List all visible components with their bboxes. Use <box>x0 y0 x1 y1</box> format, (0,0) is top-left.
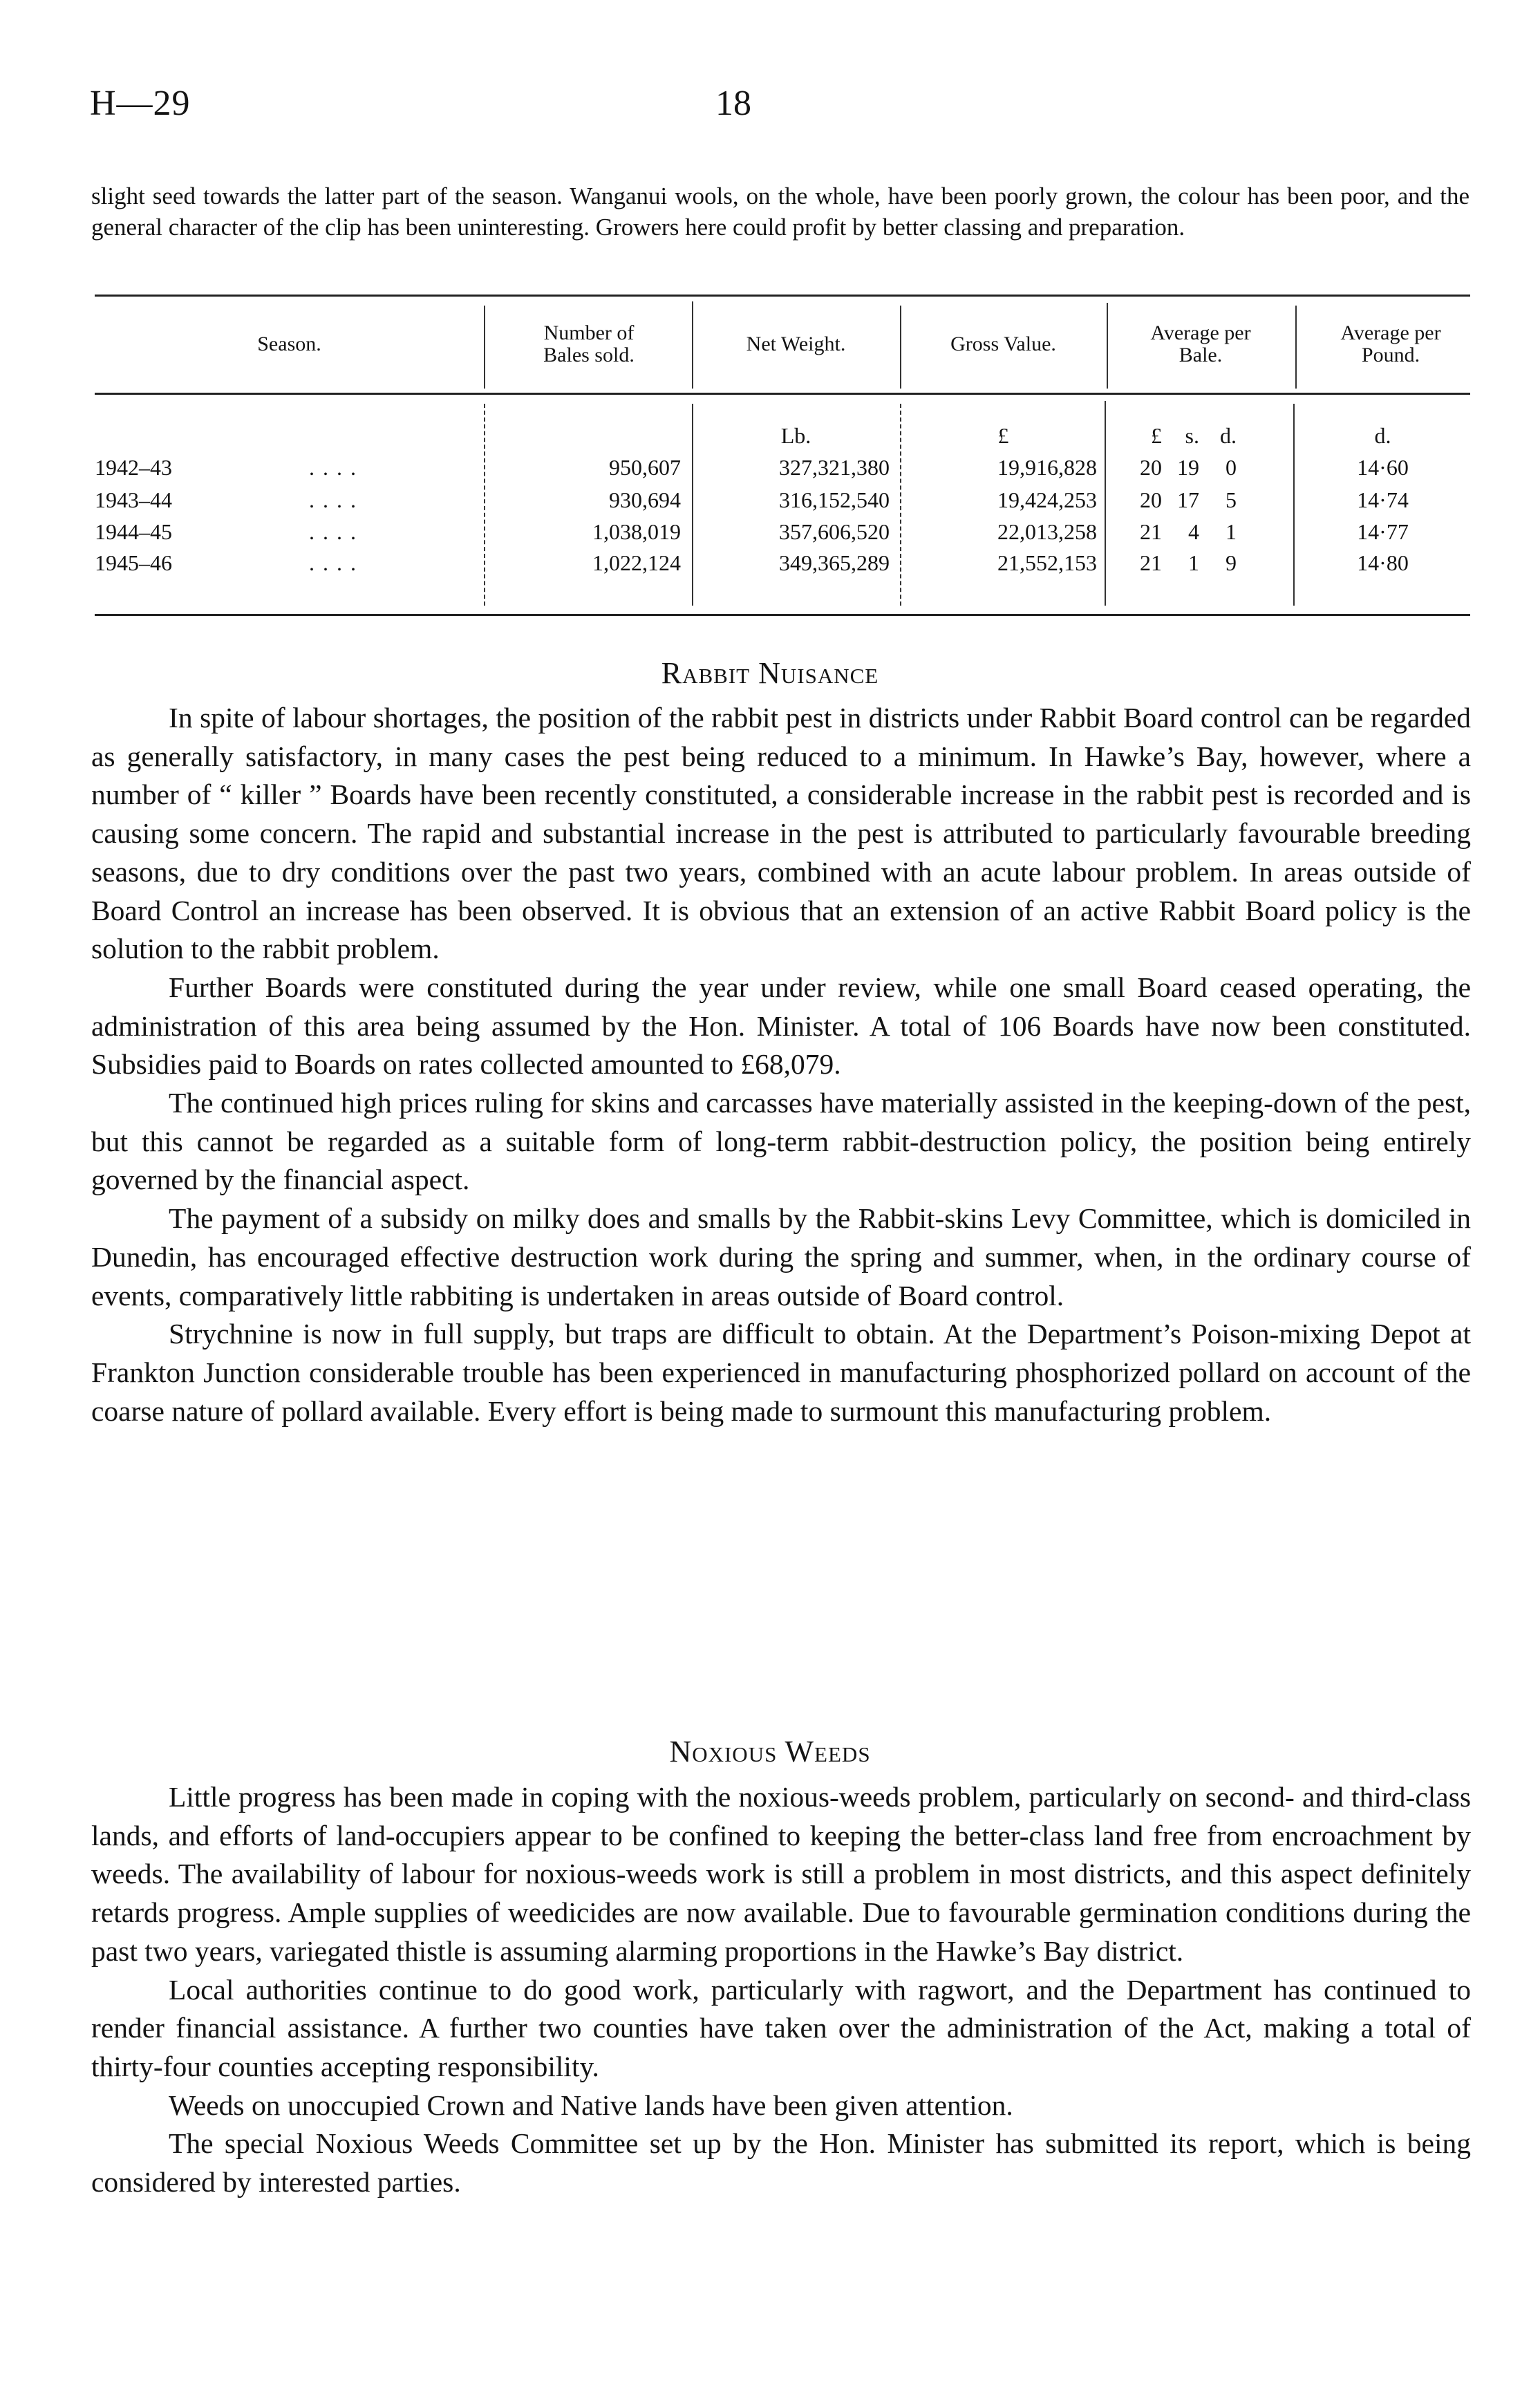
cell-gross-value: 19,916,828 <box>997 455 1097 480</box>
unit-avg-bale-pence: d. <box>1220 423 1237 448</box>
cell-gross-value: 19,424,253 <box>997 487 1097 512</box>
paragraph: The special Noxious Weeds Committee set up by the Hon. Minister has submitted its report, which is being considered by interested parties. <box>91 2127 1471 2199</box>
cell-avg-pence: 9 <box>1226 550 1237 575</box>
page-number: 18 <box>715 84 751 123</box>
units-row <box>95 423 1470 455</box>
noxious-weeds-body <box>91 1778 1471 2202</box>
cell-bales: 930,694 <box>609 487 681 512</box>
cell-avg-shillings: 1 <box>1188 550 1199 575</box>
column-divider <box>1295 306 1297 389</box>
column-divider <box>1107 303 1108 389</box>
dot-leaders: . . . . <box>309 519 357 544</box>
cell-avg-shillings: 4 <box>1188 519 1199 544</box>
rabbit-nuisance-body <box>91 699 1471 1430</box>
cell-season: 1944–45 <box>95 519 172 544</box>
paragraph: Little progress has been made in coping with the noxious-weeds problem, particularly on second- and third-class lands, and efforts of land-occupiers appear to be confined to keeping the better-class land free from encroachment by weeds. The availability of labour for noxious-weeds work is still a problem in most districts, and this aspect definitely retards progress. Ample supplies of weedicides are now available. Due to favourable germination conditions during the past two years, variegated thistle is assuming alarming proportions in the Hawke’s Bay district. <box>91 1781 1471 1967</box>
cell-avg-per-pound: 14·80 <box>1357 550 1409 575</box>
cell-avg-pence: 1 <box>1226 519 1237 544</box>
header-bales-sold: Number of Bales sold. <box>543 321 635 366</box>
table-top-rule <box>95 295 1470 297</box>
header-season: Season. <box>257 333 321 355</box>
cell-avg-shillings: 17 <box>1177 487 1199 512</box>
table-row <box>95 519 1470 551</box>
cell-gross-value: 21,552,153 <box>997 550 1097 575</box>
header-gross-value: Gross Value. <box>950 333 1056 355</box>
unit-avg-pound: d. <box>1374 423 1391 448</box>
cell-net-weight: 357,606,520 <box>779 519 890 544</box>
header-average-per-bale: Average per Bale. <box>1150 321 1251 366</box>
cell-net-weight: 349,365,289 <box>779 550 890 575</box>
column-divider <box>484 306 485 389</box>
table-row <box>95 550 1470 582</box>
header-net-weight: Net Weight. <box>746 333 846 355</box>
cell-avg-pence: 5 <box>1226 487 1237 512</box>
cell-avg-pounds: 21 <box>1140 519 1162 544</box>
paragraph: The payment of a subsidy on milky does and smalls by the Rabbit-skins Levy Committee, which is domiciled in Dunedin, has encouraged effective destruction work during the spring and summer, when, in the ordinary course of events, comparatively little rabbiting is undertaken in areas outside of Board control. <box>91 1202 1471 1311</box>
unit-avg-bale-shillings: s. <box>1185 423 1199 448</box>
paragraph: The continued high prices ruling for skins and carcasses have materially assisted in the keeping-down of the pest, but this cannot be regarded as a suitable form of long-term rabbit-destruction policy, the position being entirely governed by the financial aspect. <box>91 1087 1471 1196</box>
cell-bales: 1,022,124 <box>592 550 681 575</box>
cell-bales: 1,038,019 <box>592 519 681 544</box>
wool-sales-table <box>95 295 1470 617</box>
cell-net-weight: 327,321,380 <box>779 455 890 480</box>
header-average-per-pound: Average per Pound. <box>1340 321 1441 366</box>
dot-leaders: . . . . <box>309 455 357 480</box>
paragraph: Further Boards were constituted during the year under review, while one small Board ceased operating, the administration of this area being assumed by the Hon. Minister. A total of 106 Boards have now been constituted. Subsidies paid to Boards on rates collected amounted to £68,079. <box>91 971 1471 1081</box>
dot-leaders: . . . . <box>309 487 357 512</box>
unit-gross-value: £ <box>997 423 1009 448</box>
paragraph: Strychnine is now in full supply, but traps are difficult to obtain. At the Department’s Poison-mixing Depot at Frankton Junction considerable trouble has been experienced in manufacturing phosphorized pollard on account of the coarse nature of pollard available. Every effort is being made to surmount this manufacturing problem. <box>91 1318 1471 1427</box>
paragraph: Local authorities continue to do good work, particularly with ragwort, and the Department has continued to render financial assistance. A further two counties have taken over the administration of the Act, making a total of thirty-four counties accepting responsibility. <box>91 1973 1471 2082</box>
intro-paragraph: slight seed towards the latter part of the season. Wanganui wools, on the whole, have been poorly grown, the colour has been poor, and the general character of the clip has been uninteresting. Growers here could profit by better classing and preparation. <box>91 183 1469 241</box>
section-title-noxious-weeds: Noxious Weeds <box>669 1735 871 1768</box>
cell-gross-value: 22,013,258 <box>997 519 1097 544</box>
paragraph: In spite of labour shortages, the position of the rabbit pest in districts under Rabbit Board control can be regarded as generally satisfactory, in many cases the pest being reduced to a minimum. In Hawke’s Bay, however, where a number of “ killer ” Boards have been recently constituted, a considerable increase in the rabbit pest is recorded and is causing some concern. The rapid and substantial increase in the pest is attributed to particularly favourable breeding seasons, due to dry conditions over the past two years, combined with an acute labour problem. In areas outside of Board Control an increase has been observed. It is obvious that an extension of an active Rabbit Board policy is the solution to the rabbit problem. <box>91 702 1471 965</box>
cell-bales: 950,607 <box>609 455 681 480</box>
section-title-rabbit-nuisance: Rabbit Nuisance <box>661 656 879 690</box>
page-header <box>90 83 1458 131</box>
document-reference: H—29 <box>90 84 191 123</box>
table-row <box>95 487 1470 519</box>
cell-season: 1943–44 <box>95 487 172 512</box>
dot-leaders: . . . . <box>309 550 357 575</box>
cell-season: 1945–46 <box>95 550 172 575</box>
cell-avg-per-pound: 14·77 <box>1357 519 1409 544</box>
cell-net-weight: 316,152,540 <box>779 487 890 512</box>
cell-avg-pounds: 20 <box>1140 455 1162 480</box>
cell-avg-shillings: 19 <box>1177 455 1199 480</box>
table-row <box>95 455 1470 487</box>
unit-avg-bale-pounds: £ <box>1151 423 1162 448</box>
paragraph: Weeds on unoccupied Crown and Native lands have been given attention. <box>169 2089 1013 2121</box>
unit-net-weight: Lb. <box>780 423 811 448</box>
cell-avg-pence: 0 <box>1226 455 1237 480</box>
table-bottom-rule <box>95 614 1470 616</box>
cell-avg-pounds: 21 <box>1140 550 1162 575</box>
cell-avg-pounds: 20 <box>1140 487 1162 512</box>
cell-avg-per-pound: 14·74 <box>1357 487 1409 512</box>
cell-season: 1942–43 <box>95 455 172 480</box>
table-header-rule <box>95 393 1470 395</box>
cell-avg-per-pound: 14·60 <box>1357 455 1409 480</box>
